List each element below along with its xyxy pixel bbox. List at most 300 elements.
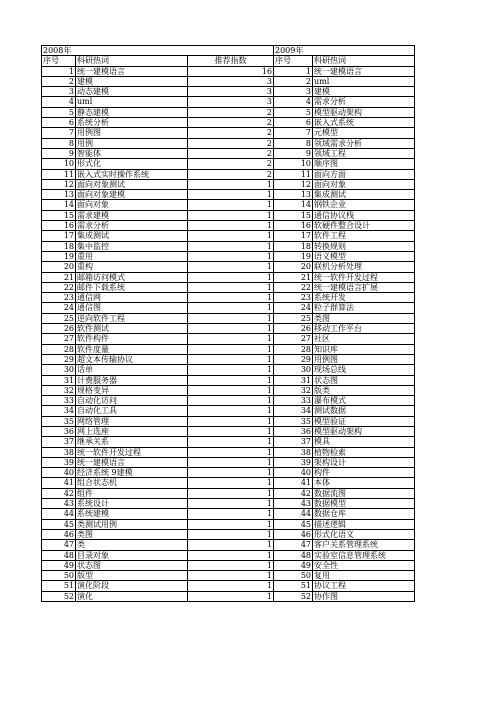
keyword-2008-cell: 面向对象 [76, 200, 188, 210]
keyword-2008-cell: 系统建模 [76, 509, 188, 519]
keyword-2009-cell: 通信协议栈 [313, 210, 415, 220]
seq-2008-cell: 45 [42, 519, 76, 529]
count-2008-cell: 1 [188, 354, 274, 364]
table-row [42, 365, 415, 375]
table-row [42, 221, 415, 231]
keyword-2009-cell: 架构设计 [313, 457, 415, 467]
seq-2009-cell: 49 [274, 560, 313, 570]
count-2008-cell: 1 [188, 478, 274, 488]
seq-2009-cell: 10 [274, 159, 313, 169]
keyword-2008-cell: 邮件下载系统 [76, 282, 188, 292]
seq-2009-cell: 27 [274, 334, 313, 344]
table-row [42, 344, 415, 354]
keyword-2008-cell: 重构 [76, 262, 188, 272]
keyword-2008-cell: 系统设计 [76, 499, 188, 509]
keyword-2009-cell: 元模型 [313, 128, 415, 138]
seq-2008-cell: 2 [42, 76, 76, 86]
count-2008-cell: 1 [188, 457, 274, 467]
table-row [42, 282, 415, 292]
seq-2008-cell: 5 [42, 107, 76, 117]
keyword-2008-cell: 统一建模语言 [76, 457, 188, 467]
keyword-2009-cell: 建模 [313, 87, 415, 97]
seq-2009-cell: 35 [274, 416, 313, 426]
seq-2009-cell: 52 [274, 591, 313, 601]
keyword-2009-cell: 状态图 [313, 375, 415, 385]
count-2008-cell: 1 [188, 560, 274, 570]
seq-2009-cell: 1 [274, 66, 313, 76]
seq-2009-cell: 47 [274, 540, 313, 550]
seq-2008-cell: 31 [42, 375, 76, 385]
keyword-2009-cell: 模型驱动架构 [313, 426, 415, 436]
count-2008-cell: 1 [188, 231, 274, 241]
keyword-2009-cell: 嵌入式系统 [313, 118, 415, 128]
count-2008-cell: 1 [188, 416, 274, 426]
table-row [42, 303, 415, 313]
keyword-2008-cell: 类 [76, 540, 188, 550]
year-2009-label: 2009年 [274, 46, 415, 56]
seq-2009-cell: 13 [274, 190, 313, 200]
seq-2008-cell: 41 [42, 478, 76, 488]
table-row [42, 529, 415, 539]
seq-2009-cell: 2 [274, 76, 313, 86]
keyword-2009-cell: 面向对象 [313, 179, 415, 189]
seq-2008-cell: 33 [42, 396, 76, 406]
header-keyword-2008: 科研热词 [76, 56, 188, 66]
seq-2008-cell: 9 [42, 148, 76, 158]
keyword-2009-cell: 语义模型 [313, 251, 415, 261]
table-row [42, 128, 415, 138]
seq-2009-cell: 4 [274, 97, 313, 107]
keyword-2008-cell: 超文本传输协议 [76, 354, 188, 364]
seq-2009-cell: 39 [274, 457, 313, 467]
keyword-2009-cell: 软硬件整合设计 [313, 221, 415, 231]
keyword-2009-cell: 移动工作平台 [313, 324, 415, 334]
seq-2008-cell: 34 [42, 406, 76, 416]
keyword-2008-cell: 嵌入式实时操作系统 [76, 169, 188, 179]
keyword-2008-cell: 自动化访问 [76, 396, 188, 406]
count-2008-cell: 1 [188, 488, 274, 498]
keyword-2008-cell: 系统分析 [76, 118, 188, 128]
table-row [42, 499, 415, 509]
keyword-2009-cell: 模型驱动架构 [313, 107, 415, 117]
keyword-2009-cell: 需求分析 [313, 97, 415, 107]
seq-2008-cell: 15 [42, 210, 76, 220]
seq-2009-cell: 20 [274, 262, 313, 272]
table-row [42, 138, 415, 148]
seq-2009-cell: 19 [274, 251, 313, 261]
count-2008-cell: 1 [188, 385, 274, 395]
seq-2008-cell: 35 [42, 416, 76, 426]
seq-2009-cell: 30 [274, 365, 313, 375]
keyword-2008-cell: 集中监控 [76, 241, 188, 251]
table-row [42, 313, 415, 323]
seq-2008-cell: 14 [42, 200, 76, 210]
table-row [42, 426, 415, 436]
seq-2008-cell: 39 [42, 457, 76, 467]
count-2008-cell: 2 [188, 118, 274, 128]
seq-2009-cell: 8 [274, 138, 313, 148]
seq-2008-cell: 17 [42, 231, 76, 241]
seq-2009-cell: 50 [274, 571, 313, 581]
seq-2009-cell: 3 [274, 87, 313, 97]
keyword-2008-cell: 智能体 [76, 148, 188, 158]
table-row [42, 334, 415, 344]
count-2008-cell: 1 [188, 334, 274, 344]
year-2008-label: 2008年 [42, 46, 274, 56]
keyword-2009-cell: 粒子群算法 [313, 303, 415, 313]
table-row [42, 66, 415, 76]
keyword-2008-cell: 网络管理 [76, 416, 188, 426]
table-row [42, 478, 415, 488]
seq-2008-cell: 16 [42, 221, 76, 231]
count-2008-cell: 1 [188, 509, 274, 519]
count-2008-cell: 1 [188, 468, 274, 478]
count-2008-cell: 1 [188, 303, 274, 313]
keyword-2008-cell: 软件测试 [76, 324, 188, 334]
count-2008-cell: 1 [188, 313, 274, 323]
seq-2009-cell: 40 [274, 468, 313, 478]
keyword-2008-cell: 用例 [76, 138, 188, 148]
table-row [42, 118, 415, 128]
keyword-2009-cell: 版类 [313, 385, 415, 395]
count-2008-cell: 1 [188, 540, 274, 550]
seq-2008-cell: 8 [42, 138, 76, 148]
count-2008-cell: 1 [188, 406, 274, 416]
seq-2009-cell: 43 [274, 499, 313, 509]
table-row [42, 148, 415, 158]
count-2008-cell: 1 [188, 437, 274, 447]
seq-2009-cell: 46 [274, 529, 313, 539]
seq-2009-cell: 26 [274, 324, 313, 334]
seq-2008-cell: 51 [42, 581, 76, 591]
count-2008-cell: 1 [188, 282, 274, 292]
keyword-2008-cell: 软件构件 [76, 334, 188, 344]
table-row [42, 87, 415, 97]
count-2008-cell: 1 [188, 447, 274, 457]
keyword-2009-cell: 类图 [313, 313, 415, 323]
seq-2009-cell: 14 [274, 200, 313, 210]
table-row [42, 159, 415, 169]
keyword-2009-cell: 顺序图 [313, 159, 415, 169]
seq-2008-cell: 25 [42, 313, 76, 323]
seq-2008-cell: 52 [42, 591, 76, 601]
table-row [42, 550, 415, 560]
table-row [42, 354, 415, 364]
seq-2009-cell: 15 [274, 210, 313, 220]
seq-2008-cell: 42 [42, 488, 76, 498]
seq-2009-cell: 42 [274, 488, 313, 498]
keyword-2008-cell: 动态建模 [76, 87, 188, 97]
seq-2009-cell: 36 [274, 426, 313, 436]
keyword-2008-cell: 统一建模语言 [76, 66, 188, 76]
keyword-2008-cell: 目录对象 [76, 550, 188, 560]
count-2008-cell: 1 [188, 262, 274, 272]
keyword-2009-cell: 面向方面 [313, 169, 415, 179]
keyword-2008-cell: 网上选座 [76, 426, 188, 436]
keyword-2009-cell: 统一建模语言 [313, 66, 415, 76]
keyword-2008-cell: uml [76, 97, 188, 107]
seq-2008-cell: 21 [42, 272, 76, 282]
count-2008-cell: 1 [188, 293, 274, 303]
count-2008-cell: 3 [188, 76, 274, 86]
seq-2008-cell: 4 [42, 97, 76, 107]
seq-2009-cell: 7 [274, 128, 313, 138]
table-row [42, 406, 415, 416]
keyword-2009-cell: 知识库 [313, 344, 415, 354]
seq-2009-cell: 24 [274, 303, 313, 313]
table-row [42, 272, 415, 282]
seq-2008-cell: 11 [42, 169, 76, 179]
table-row [42, 241, 415, 251]
seq-2008-cell: 30 [42, 365, 76, 375]
table-row [42, 591, 415, 601]
keyword-2009-cell: 实验室信息管理系统 [313, 550, 415, 560]
seq-2009-cell: 34 [274, 406, 313, 416]
keyword-2009-cell: 形式化语义 [313, 529, 415, 539]
table-row [42, 324, 415, 334]
keyword-2009-cell: 软件工程 [313, 231, 415, 241]
seq-2008-cell: 13 [42, 190, 76, 200]
count-2008-cell: 1 [188, 241, 274, 251]
keyword-2009-cell: 社区 [313, 334, 415, 344]
count-2008-cell: 2 [188, 107, 274, 117]
keyword-2009-cell: 钢铁企业 [313, 200, 415, 210]
seq-2009-cell: 17 [274, 231, 313, 241]
seq-2008-cell: 43 [42, 499, 76, 509]
count-2008-cell: 3 [188, 97, 274, 107]
seq-2009-cell: 51 [274, 581, 313, 591]
keyword-2009-cell: 描述逻辑 [313, 519, 415, 529]
table-row [42, 262, 415, 272]
seq-2008-cell: 28 [42, 344, 76, 354]
keyword-2008-cell: 邮箱访问模式 [76, 272, 188, 282]
count-2008-cell: 2 [188, 138, 274, 148]
table-row [42, 571, 415, 581]
count-2008-cell: 1 [188, 344, 274, 354]
table-row [42, 447, 415, 457]
keyword-2009-cell: 现场总线 [313, 365, 415, 375]
table-row [42, 385, 415, 395]
table-row [42, 210, 415, 220]
seq-2009-cell: 41 [274, 478, 313, 488]
seq-2008-cell: 40 [42, 468, 76, 478]
seq-2009-cell: 28 [274, 344, 313, 354]
keyword-2008-cell: 版型 [76, 571, 188, 581]
table-row [42, 251, 415, 261]
seq-2009-cell: 23 [274, 293, 313, 303]
keyword-2008-cell: 统一软件开发过程 [76, 447, 188, 457]
seq-2009-cell: 44 [274, 509, 313, 519]
keyword-2009-cell: 模型验证 [313, 416, 415, 426]
keyword-2009-cell: 协议工程 [313, 581, 415, 591]
count-2008-cell: 1 [188, 591, 274, 601]
keyword-2008-cell: 继承关系 [76, 437, 188, 447]
keyword-2008-cell: 需求建模 [76, 210, 188, 220]
header-keyword-2009: 科研热词 [313, 56, 415, 66]
count-2008-cell: 1 [188, 179, 274, 189]
keyword-2008-cell: 软件度量 [76, 344, 188, 354]
count-2008-cell: 1 [188, 251, 274, 261]
keyword-2008-cell: 计费服务器 [76, 375, 188, 385]
count-2008-cell: 1 [188, 210, 274, 220]
keyword-2009-cell: 数据模型 [313, 499, 415, 509]
keyword-2008-cell: 自动化工具 [76, 406, 188, 416]
seq-2008-cell: 32 [42, 385, 76, 395]
keyword-2008-cell: 建模 [76, 76, 188, 86]
keyword-2009-cell: 植物检索 [313, 447, 415, 457]
table-row [42, 97, 415, 107]
seq-2008-cell: 38 [42, 447, 76, 457]
keyword-2009-cell: 复用 [313, 571, 415, 581]
seq-2009-cell: 21 [274, 272, 313, 282]
seq-2009-cell: 5 [274, 107, 313, 117]
seq-2009-cell: 45 [274, 519, 313, 529]
header-seq-2008: 序号 [42, 56, 76, 66]
keyword-2008-cell: 演化阶段 [76, 581, 188, 591]
seq-2009-cell: 22 [274, 282, 313, 292]
keyword-2009-cell: 领域需求分析 [313, 138, 415, 148]
count-2008-cell: 1 [188, 519, 274, 529]
keyword-2008-cell: 状态图 [76, 560, 188, 570]
seq-2009-cell: 25 [274, 313, 313, 323]
keyword-2009-cell: 领域工程 [313, 148, 415, 158]
table-row [42, 76, 415, 86]
seq-2009-cell: 31 [274, 375, 313, 385]
keyword-2008-cell: 组合状态机 [76, 478, 188, 488]
count-2008-cell: 1 [188, 365, 274, 375]
keyword-2008-cell: 经济系统 9建模 [76, 468, 188, 478]
table-row [42, 540, 415, 550]
count-2008-cell: 1 [188, 499, 274, 509]
table-row [42, 169, 415, 179]
count-2008-cell: 1 [188, 200, 274, 210]
seq-2009-cell: 32 [274, 385, 313, 395]
count-2008-cell: 1 [188, 571, 274, 581]
seq-2008-cell: 26 [42, 324, 76, 334]
table-row [42, 457, 415, 467]
keyword-2008-cell: 静态建模 [76, 107, 188, 117]
table-row [42, 200, 415, 210]
seq-2008-cell: 46 [42, 529, 76, 539]
count-2008-cell: 2 [188, 148, 274, 158]
seq-2009-cell: 16 [274, 221, 313, 231]
count-2008-cell: 2 [188, 128, 274, 138]
keyword-2009-cell: 用例图 [313, 354, 415, 364]
keyword-2008-cell: 演化 [76, 591, 188, 601]
table-row [42, 396, 415, 406]
seq-2008-cell: 50 [42, 571, 76, 581]
table-row [42, 231, 415, 241]
keyword-2009-cell: 模具 [313, 437, 415, 447]
keyword-2008-cell: 需求分析 [76, 221, 188, 231]
year-row [42, 46, 415, 56]
table-row [42, 416, 415, 426]
seq-2008-cell: 22 [42, 282, 76, 292]
table-row [42, 519, 415, 529]
seq-2009-cell: 48 [274, 550, 313, 560]
seq-2008-cell: 44 [42, 509, 76, 519]
seq-2008-cell: 7 [42, 128, 76, 138]
keyword-2008-cell: 逆向软件工程 [76, 313, 188, 323]
hot-keywords-table [41, 45, 415, 602]
keyword-2009-cell: 测试数据 [313, 406, 415, 416]
count-2008-cell: 1 [188, 396, 274, 406]
seq-2008-cell: 47 [42, 540, 76, 550]
count-2008-cell: 2 [188, 159, 274, 169]
seq-2009-cell: 33 [274, 396, 313, 406]
keyword-2008-cell: 通信网 [76, 293, 188, 303]
seq-2008-cell: 6 [42, 118, 76, 128]
table-row [42, 375, 415, 385]
seq-2008-cell: 23 [42, 293, 76, 303]
keyword-2009-cell: 数据仓库 [313, 509, 415, 519]
seq-2008-cell: 10 [42, 159, 76, 169]
seq-2008-cell: 19 [42, 251, 76, 261]
count-2008-cell: 1 [188, 550, 274, 560]
count-2008-cell: 1 [188, 190, 274, 200]
seq-2008-cell: 12 [42, 179, 76, 189]
keyword-2008-cell: 组件 [76, 488, 188, 498]
header-row [42, 56, 415, 66]
count-2008-cell: 1 [188, 324, 274, 334]
header-count-2008: 推荐指数 [188, 56, 274, 66]
seq-2008-cell: 49 [42, 560, 76, 570]
keyword-2008-cell: 面向对象测试 [76, 179, 188, 189]
count-2008-cell: 1 [188, 375, 274, 385]
header-seq-2009: 序号 [274, 56, 313, 66]
seq-2008-cell: 37 [42, 437, 76, 447]
table-row [42, 560, 415, 570]
keyword-2009-cell: 统一软件开发过程 [313, 272, 415, 282]
table-row [42, 107, 415, 117]
table-row [42, 179, 415, 189]
keyword-2008-cell: 面向对象建模 [76, 190, 188, 200]
keyword-2008-cell: 通信图 [76, 303, 188, 313]
keyword-2008-cell: 重用 [76, 251, 188, 261]
seq-2008-cell: 48 [42, 550, 76, 560]
keyword-2009-cell: 瀑布模式 [313, 396, 415, 406]
seq-2009-cell: 29 [274, 354, 313, 364]
seq-2009-cell: 12 [274, 179, 313, 189]
keyword-2009-cell: 本体 [313, 478, 415, 488]
seq-2009-cell: 9 [274, 148, 313, 158]
seq-2008-cell: 3 [42, 87, 76, 97]
keyword-2009-cell: 数据流图 [313, 488, 415, 498]
keyword-2009-cell: 安全性 [313, 560, 415, 570]
keyword-2009-cell: 协作图 [313, 591, 415, 601]
table-row [42, 437, 415, 447]
count-2008-cell: 16 [188, 66, 274, 76]
keyword-2009-cell: 客户关系管理系统 [313, 540, 415, 550]
table-row [42, 468, 415, 478]
seq-2008-cell: 24 [42, 303, 76, 313]
table-row [42, 509, 415, 519]
seq-2008-cell: 36 [42, 426, 76, 436]
keyword-2008-cell: 规格变异 [76, 385, 188, 395]
seq-2009-cell: 11 [274, 169, 313, 179]
seq-2009-cell: 38 [274, 447, 313, 457]
keyword-2009-cell: uml [313, 76, 415, 86]
keyword-2009-cell: 构件 [313, 468, 415, 478]
keyword-2008-cell: 类图 [76, 529, 188, 539]
count-2008-cell: 3 [188, 87, 274, 97]
seq-2008-cell: 18 [42, 241, 76, 251]
count-2008-cell: 1 [188, 529, 274, 539]
keyword-2009-cell: 集成测试 [313, 190, 415, 200]
table-row [42, 488, 415, 498]
table-row [42, 293, 415, 303]
seq-2008-cell: 1 [42, 66, 76, 76]
